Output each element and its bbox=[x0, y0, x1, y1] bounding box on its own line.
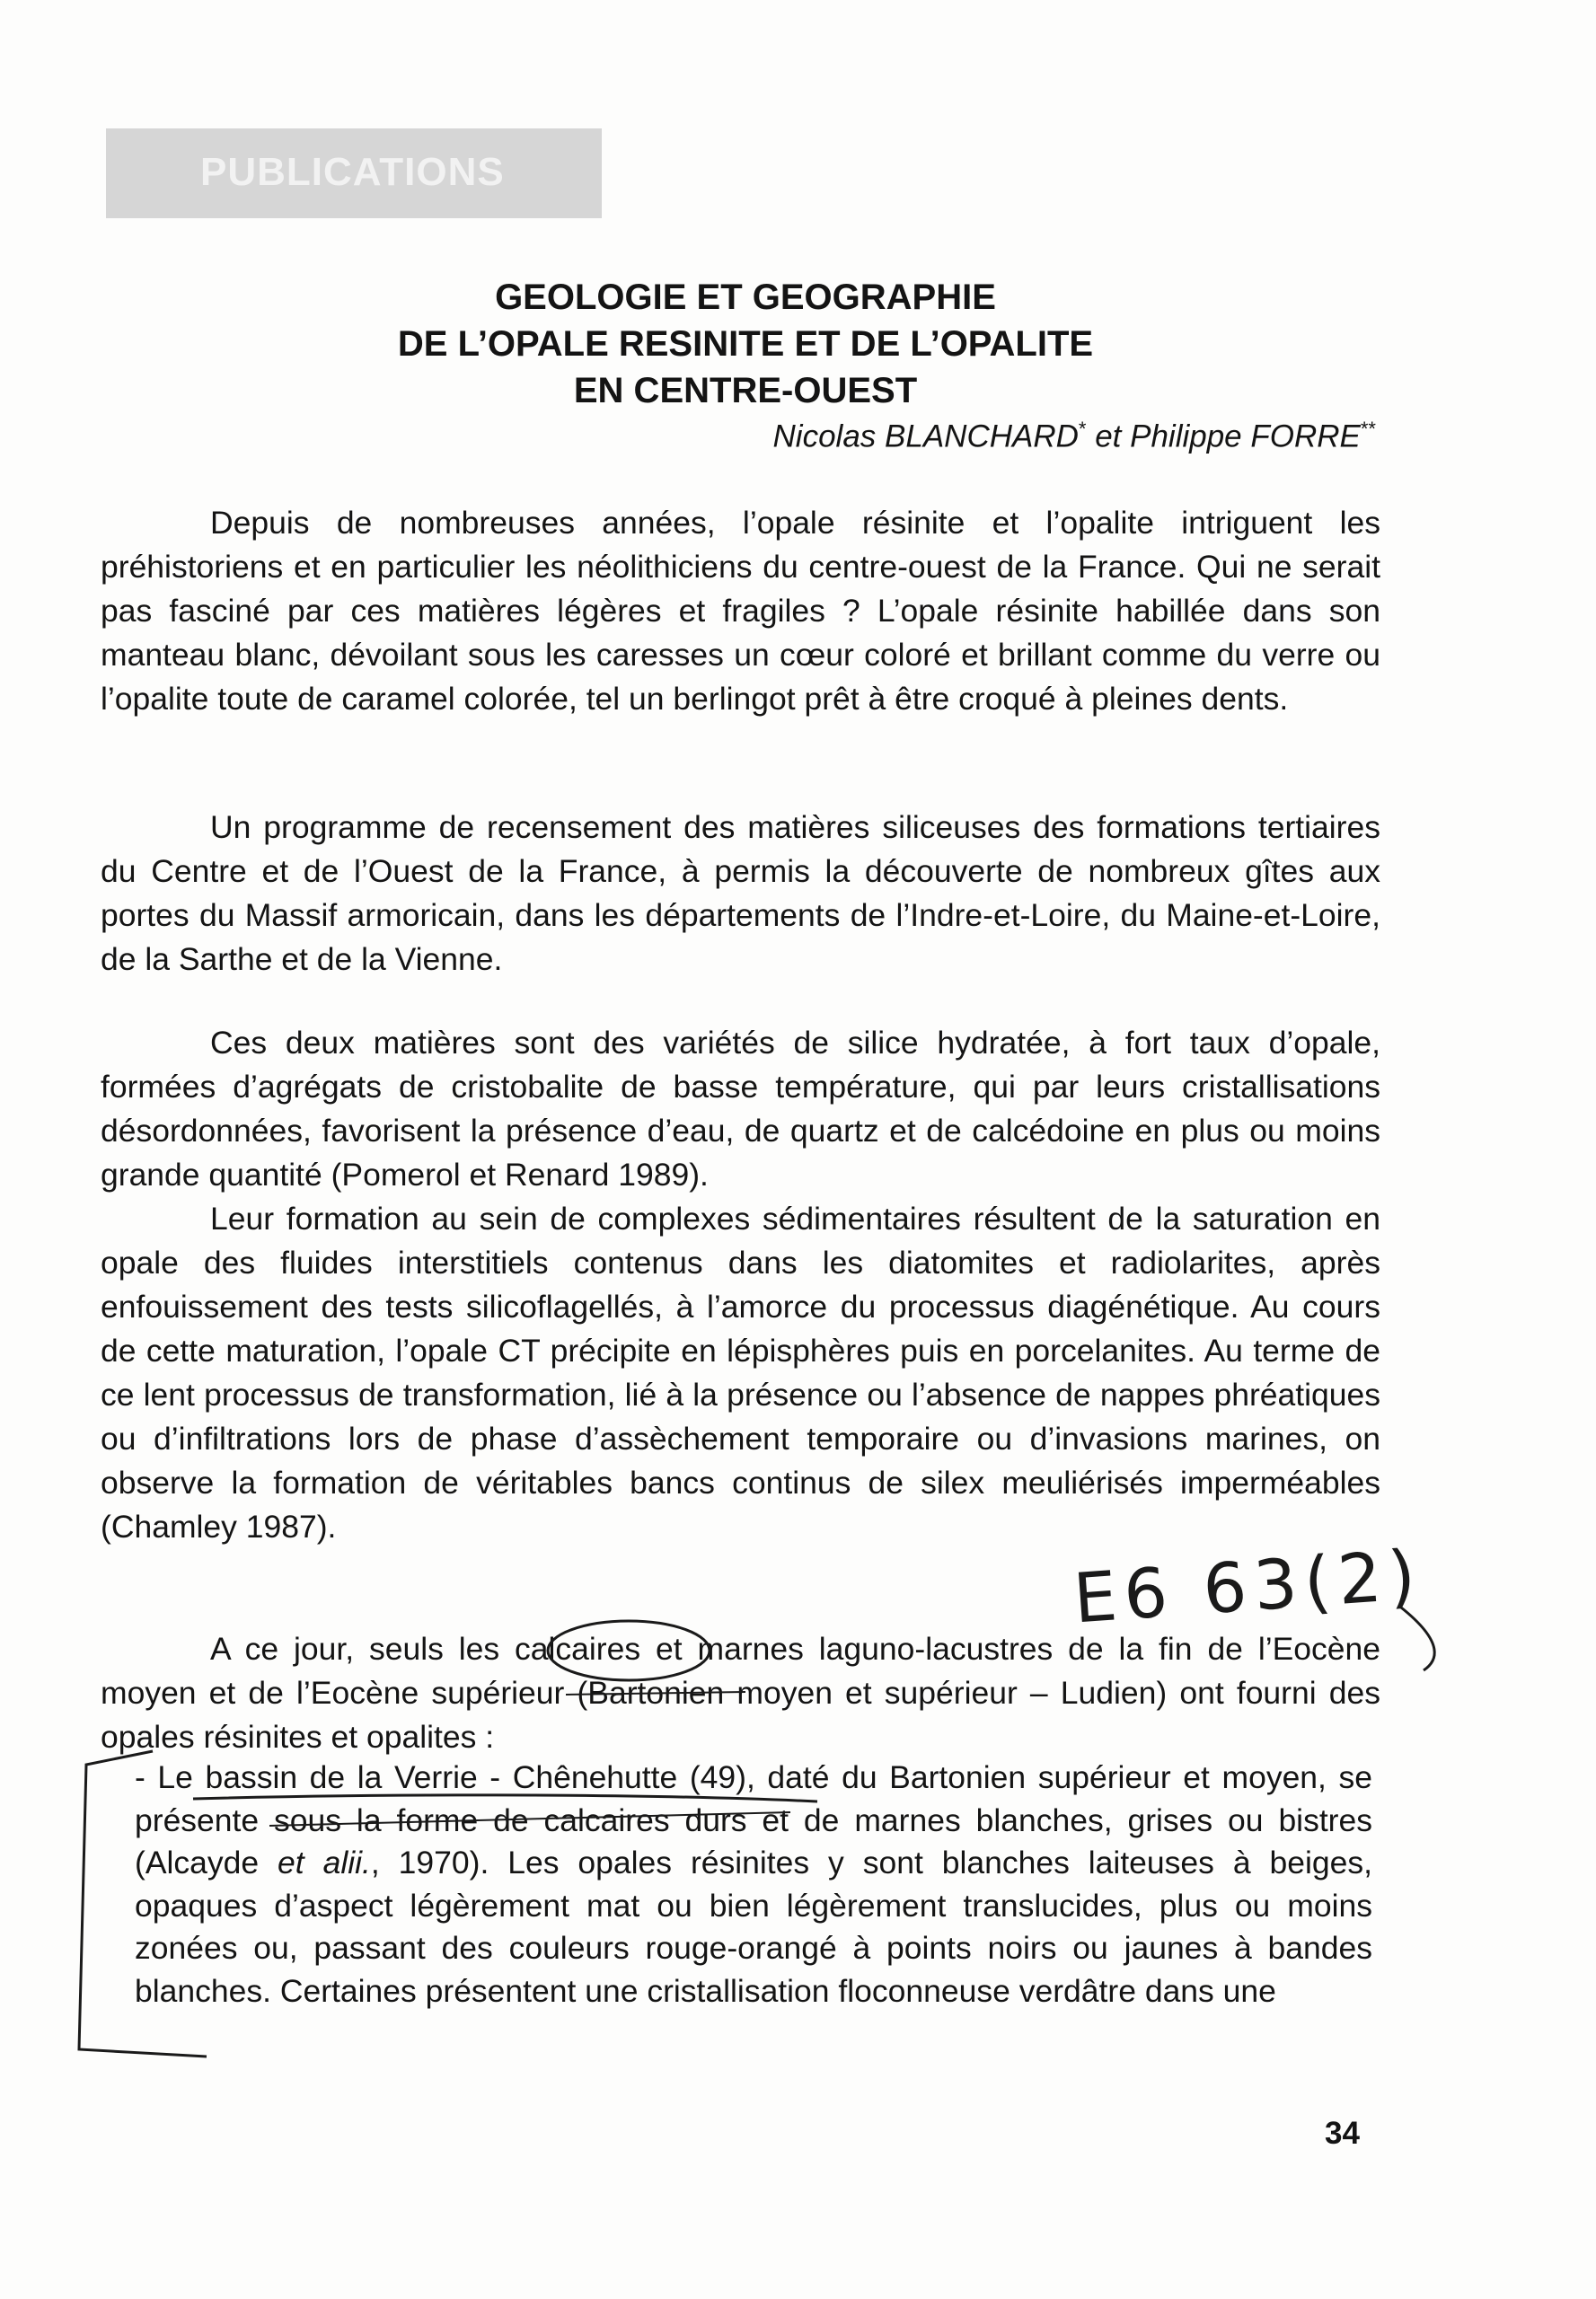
paragraph-3-text: Ces deux matières sont des variétés de silice hydratée, à fort taux d’opale, formées d’agrégats de cristobalite de basse température, qui par leurs cristallisations désordonnées, favorisent la présence d’eau, de quartz et de calcédoine en plus ou moins grande quantité (Pomerol et Renard 1989). bbox=[101, 1025, 1380, 1193]
paragraph-1-text: Depuis de nombreuses années, l’opale résinite et l’opalite intriguent les préhistoriens et en particulier les néolithiciens du centre-ouest de la France. Qui ne serait pas fasciné par ces matières légères et fragiles ? L’opale résinite habillée dans son manteau blanc, dévoilant sous les caresses un cœur coloré et brillant comme du verre ou l’opalite toute de caramel colorée, tel un berlingot prêt à être croqué à pleines dents. bbox=[101, 505, 1380, 717]
list-item-italic: et alii. bbox=[278, 1845, 371, 1881]
author-first-footnote-mark: * bbox=[1078, 418, 1087, 440]
paragraph-1 bbox=[101, 501, 1380, 721]
title-line-3: EN CENTRE-OUEST bbox=[573, 371, 918, 410]
title-line-1: GEOLOGIE ET GEOGRAPHIE bbox=[495, 277, 996, 317]
page-number: 34 bbox=[1325, 2116, 1360, 2151]
section-label: PUBLICATIONS bbox=[200, 150, 505, 194]
list-item-verrie-basin bbox=[135, 1757, 1372, 2013]
list-item-text-end: , 1970). Les opales résinites y sont blanches laiteuses à beiges, opaques d’aspect légèrement mat ou bien légèrement translucides, plus ou moins zonées ou, passant des couleurs rouge-orangé à points noirs ou jaunes à bandes blanches. Certaines présentent une cristallisation floconneuse verdâtre dans une bbox=[135, 1845, 1372, 2009]
authors-line bbox=[773, 418, 1376, 455]
handwritten-note: E6 63(2) bbox=[1071, 1534, 1425, 1639]
title-line-2: DE L’OPALE RESINITE ET DE L’OPALITE bbox=[397, 324, 1094, 364]
paragraph-3 bbox=[101, 1021, 1380, 1197]
note-curl bbox=[1401, 1608, 1434, 1670]
list-item-text-start: - Le bassin de la Verrie - Chênehutte (49), daté du Bartonien supérieur et moyen, se présente sous la forme de calcaires durs et de marnes blanches, grises ou bistres (Alcayde bbox=[135, 1759, 1372, 1881]
paragraph-2 bbox=[101, 806, 1380, 982]
author-second-footnote-mark: ** bbox=[1360, 418, 1376, 440]
paragraph-2-text: Un programme de recensement des matières siliceuses des formations tertiaires du Centre et de l’Ouest de la France, à permis la découverte de nombreux gîtes aux portes du Massif armoricain, dans les départements de l’Indre-et-Loire, du Maine-et-Loire, de la Sarthe et de la Vienne. bbox=[101, 809, 1380, 977]
paragraph-4 bbox=[101, 1197, 1380, 1549]
article-title bbox=[180, 274, 1311, 414]
author-second: et Philippe FORRE bbox=[1086, 418, 1361, 454]
paragraph-5 bbox=[101, 1627, 1380, 1759]
paragraph-5-text: A ce jour, seuls les calcaires et marnes laguno-lacustres de la fin de l’Eocène moyen et de l’Eocène supérieur (Bartonien moyen et supérieur – Ludien) ont fourni des opales résinites et opalites : bbox=[101, 1631, 1380, 1755]
section-tab bbox=[106, 128, 602, 218]
author-first: Nicolas BLANCHARD bbox=[772, 418, 1079, 454]
paragraph-4-text: Leur formation au sein de complexes sédimentaires résultent de la saturation en opale des fluides interstitiels contenus dans les diatomites et radiolarites, après enfouissement des tests silicoflagellés, à l’amorce du processus diagénétique. Au cours de cette maturation, l’opale CT précipite en lépisphères puis en porcelanites. Au terme de ce lent processus de transformation, lié à la présence ou l’absence de nappes phréatiques ou d’infiltrations lors de phase d’assèchement temporaire ou d’invasions marines, on observe la formation de véritables bancs continus de silex meuliérisés imperméables (Chamley 1987). bbox=[101, 1201, 1380, 1545]
